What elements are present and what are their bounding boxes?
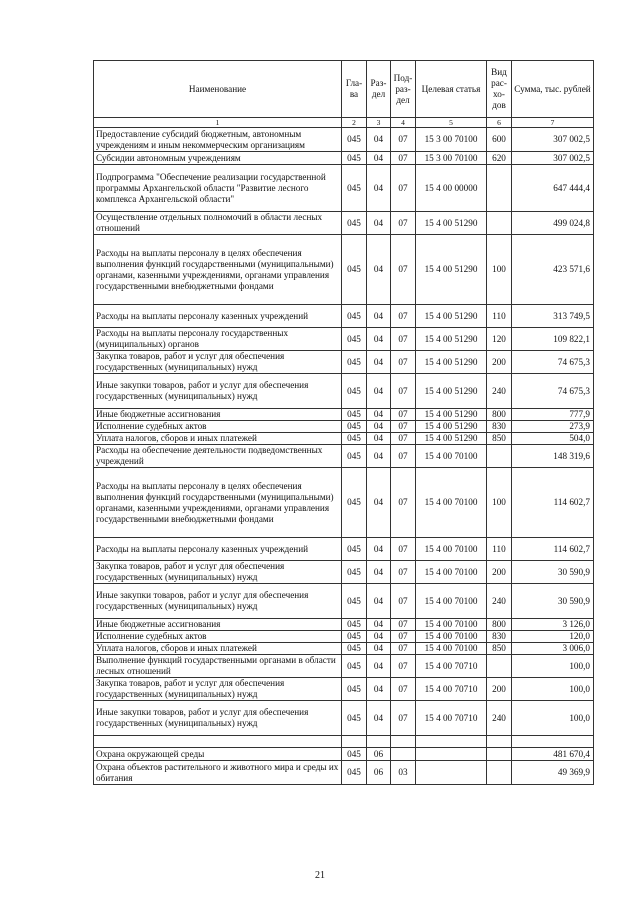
- table-cell-empty: [487, 736, 512, 748]
- row-sum: 481 670,4: [512, 748, 594, 761]
- row-podrazdel: 07: [391, 655, 416, 678]
- table-row: [94, 165, 594, 212]
- column-number: 6: [487, 118, 512, 128]
- column-number: 5: [416, 118, 487, 128]
- table-header-row: [94, 61, 594, 118]
- row-name: Расходы на выплаты персоналу в целях обеспечения выполнения функций государственными (муниципальными) органами, казенными учреждениями, органами управления государственными внебюджетными фондами: [94, 235, 342, 305]
- row-sum: 74 675,3: [512, 374, 594, 409]
- row-target-article: 15 3 00 70100: [416, 128, 487, 152]
- row-razdel: 06: [367, 761, 391, 785]
- row-razdel: 04: [367, 152, 391, 165]
- row-podrazdel: 07: [391, 235, 416, 305]
- row-glava: 045: [342, 631, 367, 643]
- row-podrazdel: 07: [391, 619, 416, 631]
- row-name: Закупка товаров, работ и услуг для обеспечения государственных (муниципальных) нужд: [94, 678, 342, 701]
- row-target-article: 15 4 00 70100: [416, 538, 487, 561]
- row-name: Предоставление субсидий бюджетным, автономным учреждениям и иным некоммерческим организациям: [94, 128, 342, 152]
- row-podrazdel: 07: [391, 538, 416, 561]
- table-row: [94, 212, 594, 235]
- row-target-article: [416, 761, 487, 785]
- row-name: Закупка товаров, работ и услуг для обеспечения государственных (муниципальных) нужд: [94, 351, 342, 374]
- row-expense-type: 800: [487, 409, 512, 421]
- row-expense-type: 830: [487, 631, 512, 643]
- row-sum: 74 675,3: [512, 351, 594, 374]
- row-target-article: 15 4 00 70100: [416, 561, 487, 584]
- row-name: Охрана окружающей среды: [94, 748, 342, 761]
- row-podrazdel: 07: [391, 678, 416, 701]
- row-sum: 3 006,0: [512, 643, 594, 655]
- row-glava: 045: [342, 328, 367, 351]
- row-sum: 148 319,6: [512, 445, 594, 468]
- row-sum: 120,0: [512, 631, 594, 643]
- row-podrazdel: 07: [391, 584, 416, 619]
- row-expense-type: 600: [487, 128, 512, 152]
- column-numbers-row: [94, 118, 594, 128]
- row-name: Расходы на выплаты персоналу казенных учреждений: [94, 305, 342, 328]
- table-row: [94, 445, 594, 468]
- row-expense-type: 240: [487, 701, 512, 736]
- table-cell-empty: [94, 736, 342, 748]
- row-glava: 045: [342, 374, 367, 409]
- row-sum: 114 602,7: [512, 538, 594, 561]
- row-glava: 045: [342, 433, 367, 445]
- page-number: 21: [315, 870, 325, 881]
- table-row: [94, 643, 594, 655]
- table-cell-empty: [416, 736, 487, 748]
- row-razdel: 04: [367, 701, 391, 736]
- row-sum: 307 002,5: [512, 152, 594, 165]
- row-target-article: 15 4 00 70100: [416, 468, 487, 538]
- row-razdel: 04: [367, 409, 391, 421]
- row-name: Исполнение судебных актов: [94, 631, 342, 643]
- row-glava: 045: [342, 128, 367, 152]
- row-expense-type: 620: [487, 152, 512, 165]
- row-podrazdel: 07: [391, 328, 416, 351]
- row-target-article: 15 4 00 70100: [416, 643, 487, 655]
- header-glava: Гла-ва: [342, 61, 367, 118]
- row-target-article: 15 4 00 51290: [416, 212, 487, 235]
- row-name: Подпрограмма "Обеспечение реализации государственной программы Архангельской области "Развитие лесного комплекса Архангельской области": [94, 165, 342, 212]
- table-row: [94, 351, 594, 374]
- table-row: [94, 538, 594, 561]
- row-name: Расходы на обеспечение деятельности подведомственных учреждений: [94, 445, 342, 468]
- row-podrazdel: 07: [391, 561, 416, 584]
- table-row: [94, 421, 594, 433]
- row-expense-type: 200: [487, 561, 512, 584]
- table-row: [94, 433, 594, 445]
- row-expense-type: [487, 655, 512, 678]
- row-target-article: 15 4 00 70710: [416, 701, 487, 736]
- row-target-article: 15 4 00 51290: [416, 328, 487, 351]
- row-sum: 114 602,7: [512, 468, 594, 538]
- row-podrazdel: 07: [391, 212, 416, 235]
- row-podrazdel: 07: [391, 409, 416, 421]
- row-glava: 045: [342, 152, 367, 165]
- row-expense-type: 850: [487, 433, 512, 445]
- row-target-article: 15 4 00 00000: [416, 165, 487, 212]
- row-target-article: 15 4 00 70100: [416, 619, 487, 631]
- row-sum: 777,9: [512, 409, 594, 421]
- row-target-article: 15 4 00 51290: [416, 235, 487, 305]
- row-glava: 045: [342, 701, 367, 736]
- row-razdel: 04: [367, 643, 391, 655]
- row-expense-type: 240: [487, 374, 512, 409]
- row-glava: 045: [342, 748, 367, 761]
- row-podrazdel: [391, 748, 416, 761]
- row-glava: 045: [342, 561, 367, 584]
- row-razdel: 04: [367, 678, 391, 701]
- row-sum: 30 590,9: [512, 561, 594, 584]
- table-row: [94, 468, 594, 538]
- row-expense-type: 200: [487, 351, 512, 374]
- row-glava: 045: [342, 165, 367, 212]
- row-glava: 045: [342, 445, 367, 468]
- row-expense-type: 850: [487, 643, 512, 655]
- row-name: Охрана объектов растительного и животного мира и среды их обитания: [94, 761, 342, 785]
- table-row: [94, 701, 594, 736]
- row-target-article: 15 4 00 51290: [416, 409, 487, 421]
- column-number: 4: [391, 118, 416, 128]
- row-razdel: 04: [367, 128, 391, 152]
- row-name: Уплата налогов, сборов и иных платежей: [94, 643, 342, 655]
- column-number: 1: [94, 118, 342, 128]
- table-row: [94, 328, 594, 351]
- row-name: Исполнение судебных актов: [94, 421, 342, 433]
- budget-table: [93, 60, 594, 785]
- row-podrazdel: 07: [391, 351, 416, 374]
- row-glava: 045: [342, 643, 367, 655]
- row-podrazdel: 03: [391, 761, 416, 785]
- row-glava: 045: [342, 212, 367, 235]
- table-row: [94, 655, 594, 678]
- row-razdel: 04: [367, 165, 391, 212]
- row-razdel: 04: [367, 631, 391, 643]
- row-glava: 045: [342, 538, 367, 561]
- row-sum: 49 369,9: [512, 761, 594, 785]
- row-razdel: 04: [367, 421, 391, 433]
- table-row: [94, 152, 594, 165]
- table-row: [94, 748, 594, 761]
- row-glava: 045: [342, 421, 367, 433]
- row-name: Уплата налогов, сборов и иных платежей: [94, 433, 342, 445]
- header-target-article: Целевая статья: [416, 61, 487, 118]
- table-cell-empty: [391, 736, 416, 748]
- row-target-article: 15 4 00 51290: [416, 433, 487, 445]
- header-sum: Сумма, тыс. рублей: [512, 61, 594, 118]
- row-target-article: 15 4 00 70100: [416, 584, 487, 619]
- row-expense-type: [487, 445, 512, 468]
- budget-table-sheet: [93, 60, 593, 785]
- header-razdel: Раз-дел: [367, 61, 391, 118]
- row-name: Расходы на выплаты персоналу в целях обеспечения выполнения функций государственными (муниципальными) органами, казенными учреждениями, органами управления государственными внебюджетными фондами: [94, 468, 342, 538]
- row-sum: 504,0: [512, 433, 594, 445]
- table-row-blank: [94, 736, 594, 748]
- row-razdel: 04: [367, 351, 391, 374]
- row-target-article: 15 4 00 51290: [416, 351, 487, 374]
- table-row: [94, 235, 594, 305]
- row-expense-type: [487, 761, 512, 785]
- row-sum: 313 749,5: [512, 305, 594, 328]
- row-target-article: 15 3 00 70100: [416, 152, 487, 165]
- header-podrazdel: Под-раз-дел: [391, 61, 416, 118]
- row-sum: 647 444,4: [512, 165, 594, 212]
- row-target-article: 15 4 00 51290: [416, 421, 487, 433]
- row-sum: 273,9: [512, 421, 594, 433]
- row-glava: 045: [342, 761, 367, 785]
- row-podrazdel: 07: [391, 701, 416, 736]
- table-body: [94, 128, 594, 785]
- row-name: Субсидии автономным учреждениям: [94, 152, 342, 165]
- row-name: Расходы на выплаты персоналу казенных учреждений: [94, 538, 342, 561]
- header-expense-type: Вид рас-хо-дов: [487, 61, 512, 118]
- row-podrazdel: 07: [391, 165, 416, 212]
- row-target-article: [416, 748, 487, 761]
- table-row: [94, 128, 594, 152]
- row-sum: 109 822,1: [512, 328, 594, 351]
- table-row: [94, 631, 594, 643]
- row-razdel: 04: [367, 212, 391, 235]
- row-podrazdel: 07: [391, 643, 416, 655]
- row-sum: 499 024,8: [512, 212, 594, 235]
- row-podrazdel: 07: [391, 445, 416, 468]
- row-razdel: 04: [367, 619, 391, 631]
- table-cell-empty: [342, 736, 367, 748]
- row-expense-type: 800: [487, 619, 512, 631]
- table-row: [94, 374, 594, 409]
- row-name: Иные бюджетные ассигнования: [94, 409, 342, 421]
- row-razdel: 04: [367, 374, 391, 409]
- row-razdel: 04: [367, 305, 391, 328]
- row-glava: 045: [342, 584, 367, 619]
- row-name: Расходы на выплаты персоналу государственных (муниципальных) органов: [94, 328, 342, 351]
- table-row: [94, 761, 594, 785]
- row-razdel: 04: [367, 538, 391, 561]
- row-name: Иные закупки товаров, работ и услуг для обеспечения государственных (муниципальных) нужд: [94, 584, 342, 619]
- table-row: [94, 584, 594, 619]
- row-target-article: 15 4 00 70100: [416, 445, 487, 468]
- table-row: [94, 409, 594, 421]
- row-podrazdel: 07: [391, 468, 416, 538]
- row-expense-type: [487, 748, 512, 761]
- row-glava: 045: [342, 468, 367, 538]
- row-podrazdel: 07: [391, 152, 416, 165]
- row-razdel: 04: [367, 235, 391, 305]
- row-glava: 045: [342, 305, 367, 328]
- row-target-article: 15 4 00 70710: [416, 655, 487, 678]
- row-razdel: 04: [367, 655, 391, 678]
- row-glava: 045: [342, 351, 367, 374]
- row-podrazdel: 07: [391, 128, 416, 152]
- row-expense-type: [487, 212, 512, 235]
- row-target-article: 15 4 00 70710: [416, 678, 487, 701]
- header-name: Наименование: [94, 61, 342, 118]
- column-number: 2: [342, 118, 367, 128]
- row-razdel: 04: [367, 445, 391, 468]
- row-razdel: 04: [367, 433, 391, 445]
- row-expense-type: 200: [487, 678, 512, 701]
- table-row: [94, 678, 594, 701]
- row-name: Иные бюджетные ассигнования: [94, 619, 342, 631]
- row-sum: 30 590,9: [512, 584, 594, 619]
- row-name: Иные закупки товаров, работ и услуг для обеспечения государственных (муниципальных) нужд: [94, 374, 342, 409]
- row-expense-type: 100: [487, 468, 512, 538]
- row-target-article: 15 4 00 51290: [416, 305, 487, 328]
- row-name: Закупка товаров, работ и услуг для обеспечения государственных (муниципальных) нужд: [94, 561, 342, 584]
- table-row: [94, 561, 594, 584]
- row-sum: 100,0: [512, 678, 594, 701]
- row-glava: 045: [342, 655, 367, 678]
- row-expense-type: [487, 165, 512, 212]
- row-glava: 045: [342, 409, 367, 421]
- row-sum: 100,0: [512, 655, 594, 678]
- row-sum: 3 126,0: [512, 619, 594, 631]
- row-podrazdel: 07: [391, 631, 416, 643]
- row-razdel: 06: [367, 748, 391, 761]
- row-razdel: 04: [367, 328, 391, 351]
- row-expense-type: 100: [487, 235, 512, 305]
- row-sum: 100,0: [512, 701, 594, 736]
- row-name: Иные закупки товаров, работ и услуг для обеспечения государственных (муниципальных) нужд: [94, 701, 342, 736]
- row-glava: 045: [342, 619, 367, 631]
- row-expense-type: 830: [487, 421, 512, 433]
- row-podrazdel: 07: [391, 433, 416, 445]
- table-row: [94, 619, 594, 631]
- row-podrazdel: 07: [391, 374, 416, 409]
- row-expense-type: 120: [487, 328, 512, 351]
- row-glava: 045: [342, 235, 367, 305]
- row-podrazdel: 07: [391, 305, 416, 328]
- row-sum: 307 002,5: [512, 128, 594, 152]
- table-cell-empty: [367, 736, 391, 748]
- row-expense-type: 110: [487, 538, 512, 561]
- row-glava: 045: [342, 678, 367, 701]
- row-name: Выполнение функций государственными органами в области лесных отношений: [94, 655, 342, 678]
- column-number: 7: [512, 118, 594, 128]
- row-razdel: 04: [367, 561, 391, 584]
- table-row: [94, 305, 594, 328]
- column-number: 3: [367, 118, 391, 128]
- row-sum: 423 571,6: [512, 235, 594, 305]
- row-razdel: 04: [367, 468, 391, 538]
- row-razdel: 04: [367, 584, 391, 619]
- row-podrazdel: 07: [391, 421, 416, 433]
- row-name: Осуществление отдельных полномочий в области лесных отношений: [94, 212, 342, 235]
- row-expense-type: 240: [487, 584, 512, 619]
- row-expense-type: 110: [487, 305, 512, 328]
- row-target-article: 15 4 00 51290: [416, 374, 487, 409]
- table-cell-empty: [512, 736, 594, 748]
- row-target-article: 15 4 00 70100: [416, 631, 487, 643]
